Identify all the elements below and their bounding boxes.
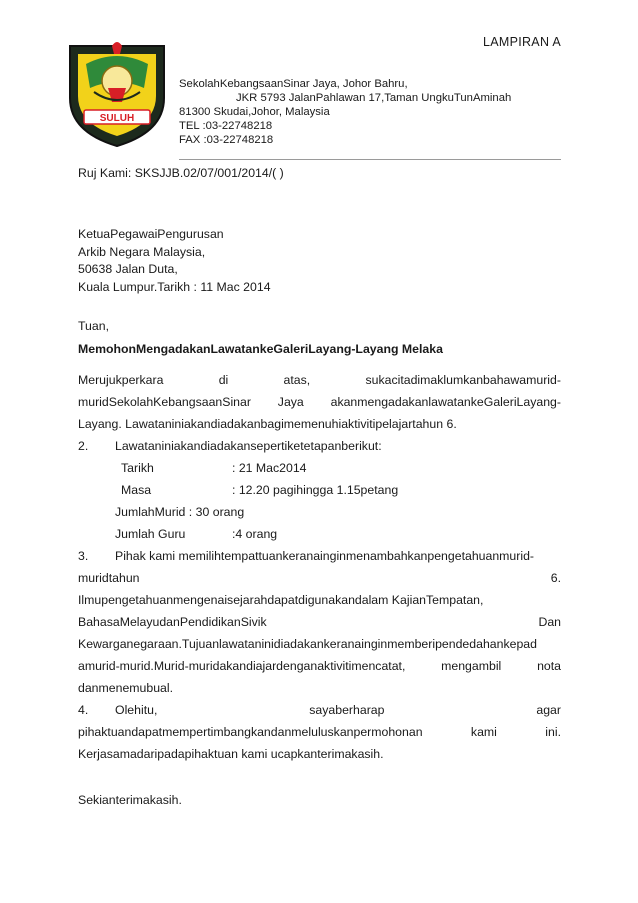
- word: Dan: [538, 615, 561, 629]
- address-line-3: 81300 Skudai,Johor, Malaysia: [179, 106, 330, 118]
- tarikh-row: [121, 461, 307, 475]
- word: akanmengadakanlawatankeGaleriLayang-: [330, 395, 561, 409]
- para3-text: Pihak kami memilihtempattuankeranainginmenambahkanpengetahuanmurid-: [115, 549, 535, 563]
- para3-line7: danmenemubual.: [78, 681, 174, 695]
- address-line-5: FAX :03-22748218: [179, 134, 274, 146]
- para1-line3: Layang. Lawataniniakandiadakanbagimemenuhiaktivitipelajartahun 6.: [78, 417, 457, 431]
- para3-line1: [78, 549, 561, 563]
- guru-value: :4 orang: [232, 527, 278, 541]
- para2-number: 2.: [78, 439, 89, 453]
- word: atas,: [283, 373, 311, 387]
- para4-lead: [78, 703, 157, 717]
- word: Merujukperkara: [78, 373, 164, 387]
- word: nota: [537, 659, 561, 673]
- para3-line5: Kewarganegaraan.Tujuanlawataninidiadakankeranainginmemberipendedahankepad: [78, 637, 537, 651]
- word: BahasaMelayudanPendidikanSivik: [78, 615, 267, 629]
- salutation: Tuan,: [78, 319, 109, 333]
- masa-value: : 12.20 pagihingga 1.15petang: [232, 483, 399, 497]
- para4-line3: Kerjasamadaripadapihaktuan kami ucapkanterimakasih.: [78, 747, 384, 761]
- word: muridSekolahKebangsaanSinar: [78, 395, 251, 409]
- recipient-line-2: Arkib Negara Malaysia,: [78, 244, 206, 259]
- para1-line1: [78, 373, 561, 387]
- para2-line: [78, 439, 561, 453]
- para4-line2: [78, 725, 561, 739]
- logo-text: SULUH: [99, 113, 135, 124]
- para3-number: 3.: [78, 549, 89, 563]
- para1-line2: [78, 395, 561, 409]
- attachment-label: LAMPIRAN A: [482, 35, 561, 49]
- reference-number: Ruj Kami: SKSJJB.02/07/001/2014/( ): [78, 166, 284, 180]
- murid-row: JumlahMurid : 30 orang: [115, 505, 245, 519]
- para3-line6: [78, 659, 561, 673]
- word: ini.: [545, 725, 561, 739]
- word: sayaberharap: [309, 703, 385, 717]
- recipient-line-4: Kuala Lumpur.Tarikh : 11 Mac 2014: [78, 279, 271, 294]
- word: 6.: [550, 571, 561, 585]
- para4-line1: [78, 703, 561, 717]
- masa-label: Masa: [121, 483, 152, 497]
- para4-number: 4.: [78, 703, 89, 717]
- header-divider: [179, 159, 561, 160]
- address-line-1: SekolahKebangsaanSinar Jaya, Johor Bahru,: [179, 78, 408, 90]
- word: mengambil: [441, 659, 502, 673]
- closing-remark: Sekianterimakasih.: [78, 793, 182, 807]
- para2-text: Lawataniniakandiadakansepertiketetapanberikut:: [115, 439, 382, 453]
- word: agar: [536, 703, 561, 717]
- school-crest-logo: [64, 36, 170, 148]
- guru-row: [115, 527, 277, 541]
- tarikh-value: : 21 Mac2014: [232, 461, 307, 475]
- tarikh-label: Tarikh: [121, 461, 154, 475]
- recipient-address: [78, 226, 271, 296]
- recipient-line-1: KetuaPegawaiPengurusan: [78, 227, 224, 241]
- recipient-line-3: 50638 Jalan Duta,: [78, 262, 178, 277]
- para3-line3: Ilmupengetahuanmengenaisejarahdapatdigunakandalam KajianTempatan,: [78, 593, 484, 607]
- school-address: [179, 77, 511, 147]
- letter-subject: MemohonMengadakanLawatankeGaleriLayang-Layang Melaka: [78, 342, 443, 356]
- word: Jaya: [277, 395, 304, 409]
- para3-line4: [78, 615, 561, 629]
- word: Olehitu,: [115, 703, 158, 717]
- word: kami: [470, 725, 497, 739]
- address-line-4: TEL :03-22748218: [179, 120, 273, 132]
- address-line-2: JKR 5793 JalanPahlawan 17,Taman UngkuTunAminah: [236, 92, 512, 104]
- masa-row: [121, 483, 398, 497]
- word: sukacitadimaklumkanbahawamurid-: [365, 373, 561, 387]
- word: pihaktuandapatmempertimbangkandanmeluluskanpermohonan: [78, 725, 423, 739]
- guru-label: Jumlah Guru: [115, 527, 186, 541]
- word: muridtahun: [78, 571, 140, 585]
- para3-line2: [78, 571, 561, 585]
- word: amurid-murid.Murid-muridakandiajardenganaktivitimencatat,: [78, 659, 406, 673]
- word: di: [218, 373, 229, 387]
